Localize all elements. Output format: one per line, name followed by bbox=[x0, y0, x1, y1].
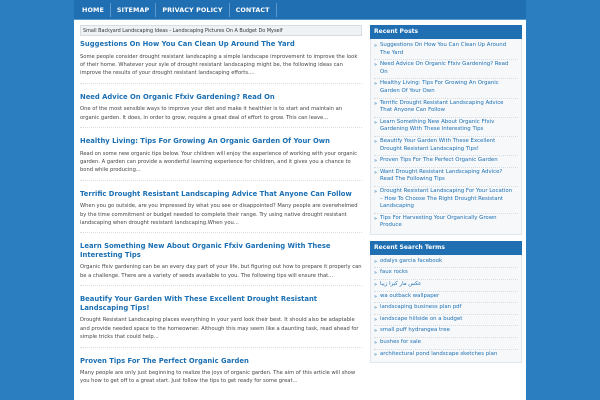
recent-post-label: Learn Something New About Organic Ffxiv Gardening With These Interesting Tips bbox=[380, 118, 495, 133]
post-excerpt: When you go outside, are you impressed by what you see or disappointed? Many people are overwhelmed by the time commitment or budget needed to complete their range. Try using native drought resistant landscaping when drought resistant landscaping.When you... bbox=[80, 203, 358, 227]
post bbox=[80, 357, 362, 386]
search-term-link[interactable] bbox=[374, 303, 518, 315]
nav-sitemap[interactable]: SITEMAP bbox=[111, 3, 156, 17]
post-title[interactable]: Suggestions On How You Can Clean Up Around The Yard bbox=[80, 40, 295, 48]
search-term-label: bushes for sale bbox=[380, 339, 421, 346]
bullet-icon: » bbox=[374, 328, 378, 335]
bullet-icon: » bbox=[374, 188, 378, 195]
bullet-icon: » bbox=[374, 138, 378, 145]
post-excerpt: Organic ffxiv gardening can be an every day part of your life, but figuring out how to prepare it properly can be a challenge. There are a variety of seeds available to you. The following tips will ensure that... bbox=[80, 264, 362, 279]
bullet-icon: » bbox=[374, 169, 378, 176]
bullet-icon: » bbox=[374, 340, 378, 347]
search-term-link[interactable] bbox=[374, 315, 518, 327]
post-title[interactable]: Proven Tips For The Perfect Organic Garden bbox=[80, 356, 249, 365]
post-excerpt: Drought Resistant Landscaping places everything in your yard look their best. It should also be adaptable and provide needed space to the homeowner. Although this may seem like a daunting task, read ahead for simple tricks that could help... bbox=[80, 317, 359, 341]
search-term-link[interactable] bbox=[374, 292, 518, 304]
bullet-icon: » bbox=[374, 351, 378, 358]
post-divider bbox=[80, 127, 362, 128]
bullet-icon: » bbox=[374, 158, 378, 165]
recent-post-link[interactable] bbox=[374, 118, 518, 137]
search-term-link[interactable] bbox=[374, 326, 518, 338]
post-excerpt: Read on some new organic tips below. Your children will enjoy the experience of working with your organic garden. A garden can provide a wonderful learning experience for children, and it gives you a chance to bond while producing... bbox=[80, 150, 358, 174]
recent-post-link[interactable] bbox=[374, 60, 518, 79]
bullet-icon: » bbox=[374, 100, 378, 107]
recent-post-link[interactable] bbox=[374, 79, 518, 98]
recent-post-link[interactable] bbox=[374, 156, 518, 168]
widget-title: Recent Posts bbox=[370, 25, 522, 39]
post bbox=[80, 137, 362, 181]
search-term-link[interactable] bbox=[374, 350, 518, 361]
post-title[interactable]: Terrific Drought Resistant Landscaping Advice That Anyone Can Follow bbox=[80, 189, 352, 198]
recent-post-label: Need Advice On Organic Ffxiv Gardening? Read On bbox=[380, 61, 509, 75]
search-term-label: landscaping business plan pdf bbox=[380, 304, 462, 311]
bullet-icon: » bbox=[374, 43, 378, 49]
recent-post-link[interactable] bbox=[374, 168, 518, 187]
post-divider bbox=[80, 347, 362, 348]
search-terms-list bbox=[370, 255, 522, 363]
post-title[interactable]: Need Advice On Organic Ffxiv Gardening? Read On bbox=[80, 92, 275, 101]
search-term-label: odalys garcia facebook bbox=[380, 257, 443, 264]
bullet-icon: » bbox=[374, 305, 378, 312]
bullet-icon: » bbox=[374, 270, 378, 277]
recent-post-link[interactable] bbox=[374, 137, 518, 156]
recent-post-link[interactable] bbox=[374, 214, 518, 232]
search-term-label: faux rocks bbox=[380, 269, 408, 276]
bullet-icon: » bbox=[374, 81, 378, 88]
recent-post-label: Beautify Your Garden With These Excellent Drought Resistant Landscaping Tips! bbox=[380, 137, 496, 152]
recent-post-label: Proven Tips For The Perfect Organic Garden bbox=[380, 157, 498, 164]
recent-post-link[interactable] bbox=[374, 99, 518, 118]
post bbox=[80, 93, 362, 128]
breadcrumb: Small Backyard Landscaping Ideas - Landscaping Pictures On A Budget Do Myself bbox=[80, 25, 362, 36]
post-excerpt: One of the most sensible ways to improve your diet and make it healthier is to start and maintain an organic garden. It does, in order to grow, require a great deal of effort to grow. This can leave... bbox=[80, 106, 343, 121]
recent-search-terms-widget bbox=[370, 241, 522, 363]
bullet-icon: » bbox=[374, 215, 378, 222]
post bbox=[80, 190, 362, 234]
post-excerpt: Many people are only just beginning to realize the joys of organic garden. The aim of this article will show you how to get off to a great start. Just follow the tips to get ready for some great... bbox=[80, 370, 356, 385]
post-divider bbox=[80, 285, 362, 286]
sidebar bbox=[370, 25, 522, 400]
recent-post-label: Drought Resistant Landscaping For Your Location – How To Choose The Right Drought Resistant Landscaping bbox=[380, 187, 513, 210]
search-term-link[interactable] bbox=[374, 257, 518, 269]
search-term-label: landscape hillside on a budget bbox=[380, 315, 463, 322]
bullet-icon: » bbox=[374, 119, 378, 126]
recent-post-link[interactable] bbox=[374, 187, 518, 214]
post bbox=[80, 242, 362, 286]
post-title[interactable]: Healthy Living: Tips For Growing An Organic Garden Of Your Own bbox=[80, 137, 330, 146]
recent-posts-list bbox=[370, 39, 522, 235]
search-term-link[interactable] bbox=[374, 338, 518, 350]
post-divider bbox=[80, 232, 362, 233]
recent-post-label: Healthy Living: Tips For Growing An Organic Garden Of Your Own bbox=[380, 80, 499, 94]
bullet-icon: » bbox=[374, 258, 378, 265]
recent-post-label: Terrific Drought Resistant Landscaping Advice That Anyone Can Follow bbox=[380, 99, 504, 114]
post-excerpt: Some people consider drought resistant landscaping a simple landscape improvement to improve the look of their home. Whatever your syle of drought resistant landscaping might be, the following ideas can improve the results of your drought resistant landscaping efforts.... bbox=[80, 53, 358, 77]
search-term-link[interactable] bbox=[374, 268, 518, 280]
main-content bbox=[80, 25, 362, 400]
post-divider bbox=[80, 83, 362, 84]
search-term-label: wa outback wallpaper bbox=[380, 292, 440, 299]
recent-post-label: Tips For Harvesting Your Organically Grown Produce bbox=[380, 214, 497, 229]
bullet-icon: » bbox=[374, 316, 378, 323]
bullet-icon: » bbox=[374, 62, 378, 69]
post bbox=[80, 295, 362, 347]
nav-contact[interactable]: CONTACT bbox=[230, 3, 277, 17]
recent-post-link[interactable] bbox=[374, 41, 518, 60]
recent-posts-widget bbox=[370, 25, 522, 235]
post bbox=[80, 40, 362, 84]
search-term-label: architectural pond landscape sketches plan bbox=[380, 350, 498, 357]
recent-post-label: Want Drought Resistant Landscaping Advice? Read The Following Tips bbox=[380, 168, 503, 183]
nav-privacy-policy[interactable]: PRIVACY POLICY bbox=[156, 3, 229, 17]
search-term-link[interactable] bbox=[374, 280, 518, 292]
page-wrapper bbox=[74, 20, 526, 400]
post-divider bbox=[80, 180, 362, 181]
nav-home[interactable]: HOME bbox=[76, 3, 111, 17]
recent-post-label: Suggestions On How You Can Clean Up Around The Yard bbox=[380, 42, 507, 56]
post-title[interactable]: Learn Something New About Organic Ffxiv Gardening With These Interesting Tips bbox=[80, 242, 331, 259]
search-term-label: عکس مار کبرا زیبا bbox=[380, 281, 422, 288]
search-term-label: small puff hydrangea tree bbox=[380, 327, 450, 334]
bullet-icon: » bbox=[374, 293, 378, 300]
widget-title: Recent Search Terms bbox=[370, 241, 522, 255]
bullet-icon: » bbox=[374, 282, 378, 289]
top-navigation bbox=[74, 0, 526, 20]
post-title[interactable]: Beautify Your Garden With These Excellent Drought Resistant Landscaping Tips! bbox=[80, 295, 318, 312]
